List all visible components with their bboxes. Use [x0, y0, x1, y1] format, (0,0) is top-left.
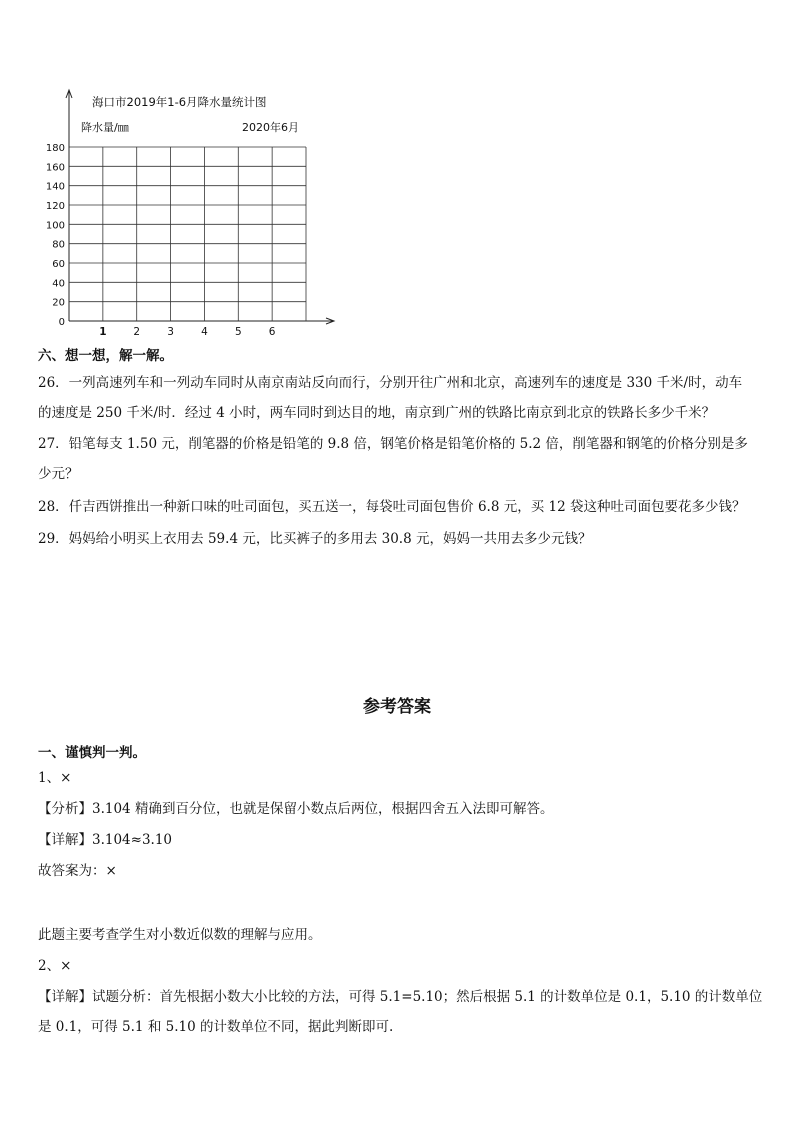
- chart-title: 海口市2019年1-6月降水量统计图: [92, 95, 267, 109]
- x-tick-label: 3: [167, 326, 174, 338]
- y-tick-label: 20: [52, 297, 65, 309]
- y-tick-label: 40: [52, 278, 65, 290]
- answers-title: 参考答案: [363, 697, 431, 717]
- y-tick-label: 60: [52, 259, 65, 270]
- y-tick-label: 160: [45, 162, 65, 174]
- answer-2-detail-line-1: 【详解】试题分析：首先根据小数大小比较的方法，可得 5.1=5.10；然后根据 5.1 的计数单位是 0.1，5.10 的计数单位: [38, 989, 763, 1005]
- x-tick-label: 1: [99, 326, 107, 338]
- x-tick-label: 2: [133, 326, 141, 338]
- answer-2-detail-line-2: 是 0.1，可得 5.1 和 5.10 的计数单位不同，据此判断即可.: [38, 1019, 394, 1035]
- y-tick-label: 120: [45, 201, 65, 212]
- y-tick-label: 180: [45, 143, 65, 154]
- question-26-line-1: 26．一列高速列车和一列动车同时从南京南站反向而行，分别开往广州和北京，高速列车的速度是 330 千米/时，动车: [38, 375, 743, 391]
- chart-y-axis-label: 降水量/㎜: [81, 121, 129, 134]
- question-29: 29．妈妈给小明买上衣用去 59.4 元，比买裤子的多用去 30.8 元，妈妈一共用去多少元钱？: [38, 531, 592, 547]
- answer-2-label: 2、×: [38, 958, 72, 974]
- answer-1-label: 1、×: [38, 770, 72, 786]
- question-27-line-2: 少元？: [38, 466, 79, 482]
- precipitation-chart: [40, 85, 340, 340]
- answer-1-result: 故答案为：×: [38, 863, 117, 879]
- question-28: 28．仟吉西饼推出一种新口味的吐司面包，买五送一，每袋吐司面包售价 6.8 元，买 12 袋这种吐司面包要花多少钱？: [38, 499, 746, 515]
- y-tick-label: 80: [52, 239, 65, 251]
- y-tick-label: 140: [45, 181, 65, 193]
- section-6-heading: 六、想一想，解一解。: [38, 348, 173, 364]
- y-tick-label: 0: [58, 317, 65, 328]
- question-27-line-1: 27．铅笔每支 1.50 元，削笔器的价格是铅笔的 9.8 倍，钢笔价格是铅笔价格的 5.2 倍，削笔器和钢笔的价格分别是多: [38, 436, 748, 452]
- chart-y-ticks: [46, 143, 65, 328]
- x-tick-label: 4: [201, 326, 208, 338]
- answer-1-analysis: 【分析】3.104 精确到百分位，也就是保留小数点后两位，根据四舍五入法即可解答。: [38, 801, 554, 817]
- chart-grid: [69, 147, 306, 321]
- answers-part-1-heading: 一、谨慎判一判。: [38, 745, 146, 761]
- chart-x-ticks: [99, 326, 276, 338]
- x-tick-label: 6: [268, 326, 276, 338]
- answer-1-detail: 【详解】3.104≈3.10: [38, 832, 173, 848]
- answer-1-note: 此题主要考查学生对小数近似数的理解与应用。: [38, 927, 322, 943]
- question-26-line-2: 的速度是 250 千米/时．经过 4 小时，两车同时到达目的地，南京到广州的铁路比南京到北京的铁路长多少千米？: [38, 405, 716, 421]
- x-tick-label: 5: [234, 326, 242, 338]
- y-tick-label: 100: [45, 220, 65, 232]
- chart-date-note: 2020年6月: [242, 121, 299, 134]
